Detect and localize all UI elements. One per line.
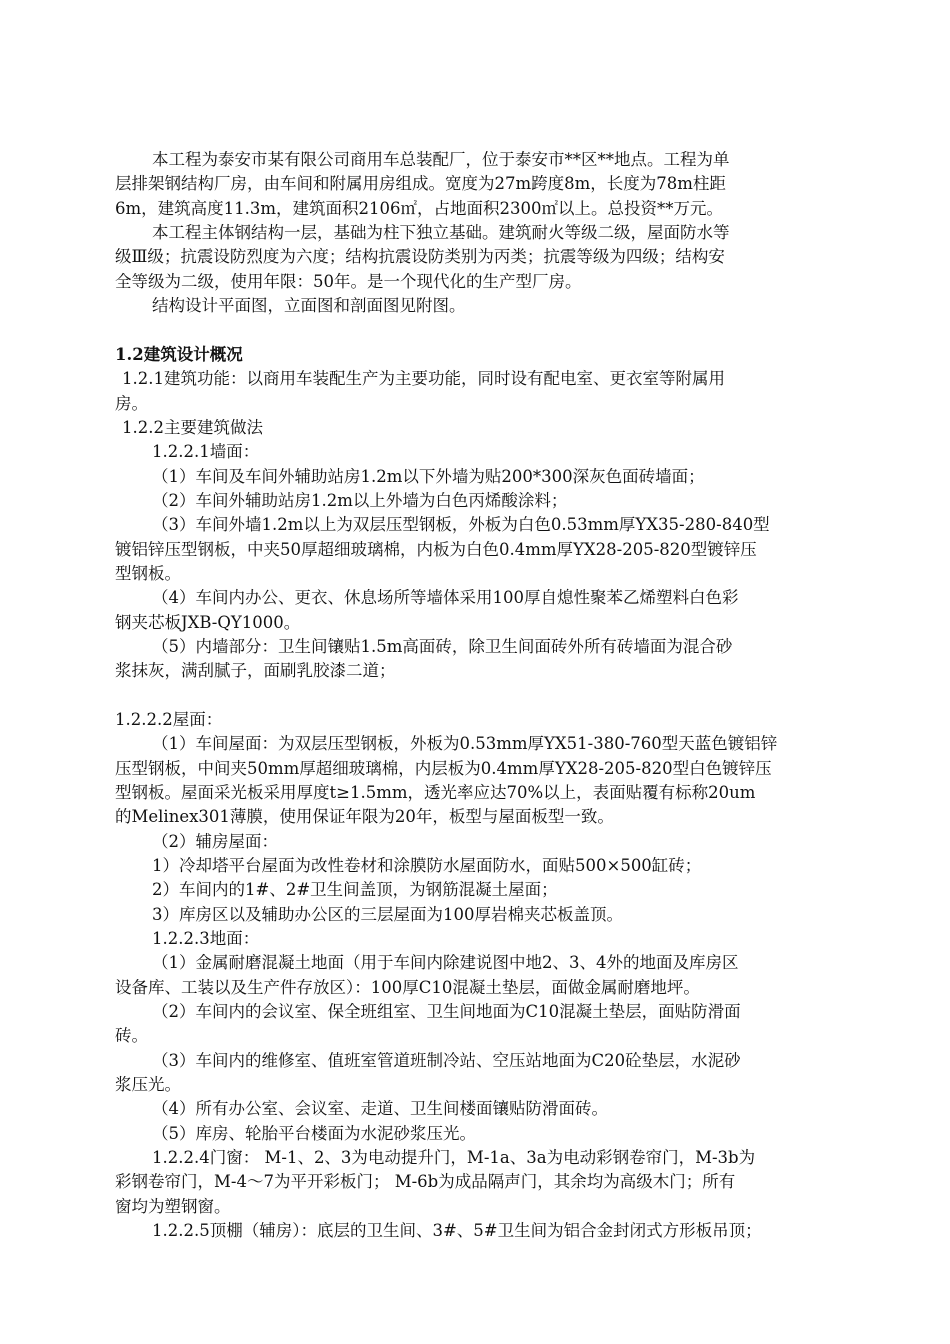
body-line: （1）车间屋面：为双层压型钢板，外板为0.53mm厚YX51-380-760型天蓝色镀铝锌 [152,734,778,753]
intro-line: 6m，建筑高度11.3m，建筑面积2106㎡，占地面积2300㎡以上。总投资**万元。 [115,199,724,218]
body-line: 钢夹芯板JXB-QY1000。 [115,613,301,632]
body-line: 镀铝锌压型钢板，中夹50厚超细玻璃棉，内板为白色0.4mm厚YX28-205-820型镀锌压 [115,540,757,559]
subsection-heading: 1.2.2.3地面： [152,929,260,948]
body-line: 窗均为塑钢窗。 [115,1197,231,1216]
intro-line: 结构设计平面图，立面图和剖面图见附图。 [152,296,466,315]
body-line: （1）金属耐磨混凝土地面（用于车间内除建说图中地2、3、4外的地面及库房区 [152,953,739,972]
subsection-heading: 1.2.2.1墙面： [152,442,260,461]
intro-line: 层排架钢结构厂房，由车间和附属用房组成。宽度为27m跨度8m，长度为78m柱距 [115,174,726,193]
body-line: 型钢板。 [115,564,181,583]
body-line: 1.2.2.5顶棚（辅房）：底层的卫生间、3#、5#卫生间为铝合金封闭式方形板吊顶； [152,1221,762,1240]
body-line: （1）车间及车间外辅助站房1.2m以下外墙为贴200*300深灰色面砖墙面； [152,467,705,486]
intro-line: 本工程主体钢结构一层，基础为柱下独立基础。建筑耐火等级二级，屋面防水等 [152,223,730,242]
body-line: 1）冷却塔平台屋面为改性卷材和涂膜防水屋面防水，面贴500×500缸砖； [152,856,702,875]
body-line: 彩钢卷帘门，M-4～7为平开彩板门； M-6b为成品隔声门，其余均为高级木门；所有 [115,1172,736,1191]
body-line: 房。 [115,394,148,413]
body-line: 2）车间内的1#、2#卫生间盖顶，为钢筋混凝土屋面； [152,880,558,899]
body-line: 设备库、工装以及生产件存放区）：100厚C10混凝土垫层，面做金属耐磨地坪。 [115,978,700,997]
body-line: 的Melinex301薄膜，使用保证年限为20年，板型与屋面板型一致。 [115,807,614,826]
body-line: 浆压光。 [115,1075,181,1094]
body-line: （2）辅房屋面： [152,832,278,851]
subsection-heading: 1.2.2.2屋面： [115,710,223,729]
body-line: （3）车间内的维修室、值班室管道班制冷站、空压站地面为C20砼垫层，水泥砂 [152,1051,741,1070]
body-line: 浆抹灰，满刮腻子，面刷乳胶漆二道； [115,661,396,680]
subsection-heading: 1.2.2主要建筑做法 [122,418,263,437]
body-line: （3）车间外墙1.2m以上为双层压型钢板，外板为白色0.53mm厚YX35-280-840型 [152,515,770,534]
intro-line: 本工程为泰安市某有限公司商用车总装配厂，位于泰安市**区**地点。工程为单 [152,150,730,169]
intro-line: 全等级为二级，使用年限：50年。是一个现代化的生产型厂房。 [115,272,582,291]
body-line: 1.2.2.4门窗： M-1、2、3为电动提升门，M-1a、3a为电动彩钢卷帘门，M-3b为 [152,1148,756,1167]
body-line: 1.2.1建筑功能：以商用车装配生产为主要功能，同时设有配电室、更衣室等附属用 [122,369,725,388]
body-line: 3）库房区以及辅助办公区的三层屋面为100厚岩棉夹芯板盖顶。 [152,905,623,924]
body-line: （4）车间内办公、更衣、休息场所等墙体采用100厚自熄性聚苯乙烯塑料白色彩 [152,588,739,607]
body-line: （2）车间内的会议室、保全班组室、卫生间地面为C10混凝土垫层，面贴防滑面 [152,1002,741,1021]
body-line: （5）库房、轮胎平台楼面为水泥砂浆压光。 [152,1124,476,1143]
body-line: （4）所有办公室、会议室、走道、卫生间楼面镶贴防滑面砖。 [152,1099,608,1118]
body-line: 型钢板。屋面采光板采用厚度t≥1.5mm，透光率应达70%以上，表面贴覆有标称20um [115,783,756,802]
body-line: （5）内墙部分：卫生间镶贴1.5m高面砖，除卫生间面砖外所有砖墙面为混合砂 [152,637,733,656]
section-heading: 1.2建筑设计概况 [115,345,243,364]
body-line: 压型钢板，中间夹50mm厚超细玻璃棉，内层板为0.4mm厚YX28-205-820型白色镀锌压 [115,759,772,778]
intro-line: 级Ⅲ级；抗震设防烈度为六度；结构抗震设防类别为丙类；抗震等级为四级；结构安 [115,247,725,266]
body-line: （2）车间外辅助站房1.2m以上外墙为白色丙烯酸涂料； [152,491,568,510]
body-line: 砖。 [115,1026,148,1045]
